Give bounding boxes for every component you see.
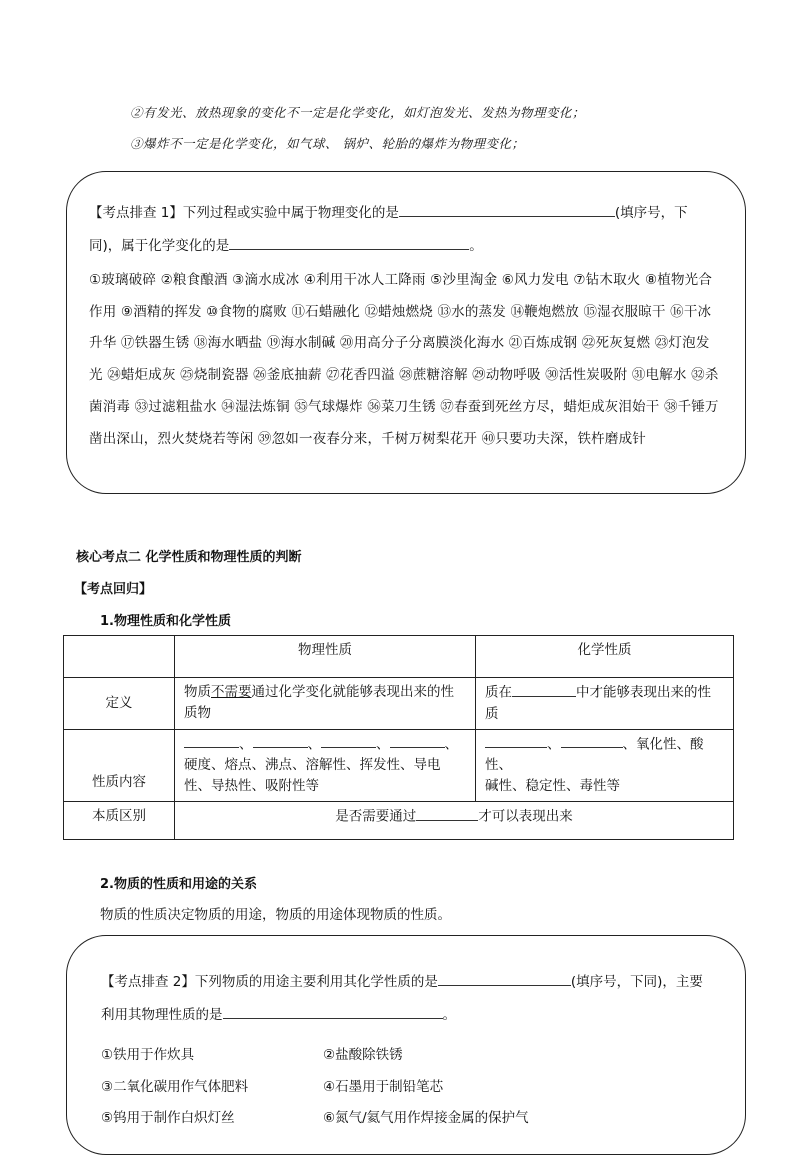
question-1-text: 【考点排查 1】下列过程或实验中属于物理变化的是 — [89, 205, 399, 221]
content-phys-text: 硬度、熔点、沸点、溶解性、挥发性、导电性、导热性、吸附性等 — [184, 757, 441, 794]
content-chem-a: 、氧化性、酸性、 — [485, 736, 704, 773]
row-label-content: 性质内容 — [64, 729, 175, 802]
option-6: ⑥氮气/氦气用作焊接金属的保护气 — [323, 1110, 529, 1127]
question-1-line2 — [89, 230, 723, 263]
sep: 、 — [376, 736, 390, 752]
content-blank-1[interactable] — [184, 734, 239, 749]
content-chem-b: 碱性、稳定性、毒性等 — [485, 778, 620, 794]
difference-blank[interactable] — [416, 806, 478, 821]
option-row — [101, 1103, 723, 1135]
heading-properties: 1.物理性质和化学性质 — [100, 614, 231, 629]
option-row — [101, 1040, 723, 1072]
section-title: 核心考点二 化学性质和物理性质的判断 — [76, 550, 302, 565]
def-chem-b: 中才能够表现出来的性质 — [485, 684, 711, 722]
heading-usage: 2.物质的性质和用途的关系 — [100, 877, 257, 892]
question-2 — [101, 966, 723, 999]
question-2-text2: 利用其物理性质的是 — [101, 1007, 223, 1023]
definition-physical — [175, 678, 476, 730]
question-2-end: 。 — [442, 1007, 456, 1023]
header-chemical: 化学性质 — [476, 636, 734, 678]
question-2-line2 — [101, 999, 723, 1032]
option-5: ⑤钨用于制作白炽灯丝 — [101, 1110, 235, 1127]
content-blank-6[interactable] — [561, 734, 623, 749]
exercise-box-1 — [66, 171, 746, 494]
answer-blank-physical[interactable] — [399, 203, 615, 218]
answer-blank-chem-use[interactable] — [438, 972, 571, 987]
note-line-3: ③爆炸不一定是化学变化，如气球、 锅炉、轮胎的爆炸为物理变化； — [130, 136, 525, 151]
content-blank-4[interactable] — [390, 734, 445, 749]
question-1 — [89, 197, 723, 230]
usage-paragraph: 物质的性质决定物质的用途，物质的用途体现物质的性质。 — [100, 907, 451, 923]
sep: 、 — [444, 736, 458, 752]
content-blank-3[interactable] — [321, 734, 376, 749]
question-2-hint: (填序号，下同)，主要 — [570, 974, 703, 990]
def-chem-a: 质在 — [485, 684, 512, 701]
option-row — [101, 1072, 723, 1104]
exercise-box-2 — [66, 935, 746, 1155]
row-label-definition: 定义 — [64, 678, 175, 730]
option-list: ①玻璃破碎 ②粮食酿酒 ③滴水成冰 ④利用干冰人工降雨 ⑤沙里淘金 ⑥风力发电 ⑦钻木取火 ⑧植物光合作用 ⑨酒精的挥发 ⑩食物的腐败 ⑪石蜡融化 ⑫蜡烛燃烧 ⑬水的蒸发 ⑭鞭炮燃放 ⑮湿衣服晾干 ⑯干冰升华 ⑰铁器生锈 ⑱海水晒盐 ⑲海水制碱 ⑳用高分子分离膜淡化海水 ㉑百炼成钢 ㉒死灰复燃 ㉓灯泡发光 ㉔蜡炬成灰 ㉕烧制瓷器 ㉖釜底抽薪 ㉗花香四溢 ㉘蔗糖溶解 ㉙动物呼吸 ㉚活性炭吸附 ㉛电解水 ㉜杀菌消毒 ㉝过滤粗盐水 ㉞湿法炼铜 ㉟气球爆炸 ㊱菜刀生锈 ㊲春蚕到死丝方尽，蜡炬成灰泪始干 ㊳千锤万凿出深山，烈火焚烧若等闲 ㊴忽如一夜春分来，千树万树梨花开 ㊵只要功夫深，铁杵磨成针 — [89, 272, 719, 447]
definition-chemical — [476, 678, 734, 730]
option-grid — [101, 1040, 723, 1135]
difference-cell — [175, 802, 734, 840]
sep: 、 — [547, 736, 561, 752]
definition-blank[interactable] — [512, 682, 576, 697]
question-1-end: 。 — [469, 238, 483, 254]
answer-blank-phys-use[interactable] — [223, 1005, 443, 1020]
note-line-2: ②有发光、放热现象的变化不一定是化学变化，如灯泡发光、发热为物理变化； — [130, 105, 586, 120]
option-3: ③二氧化碳用作气体肥料 — [101, 1078, 249, 1095]
content-physical — [175, 729, 476, 802]
option-1: ①铁用于作炊具 — [101, 1047, 195, 1063]
diff-a: 是否需要通过 — [335, 808, 417, 825]
question-1-hint: (填序号，下 — [614, 205, 688, 221]
question-1-text2: 同)，属于化学变化的是 — [89, 238, 230, 254]
properties-table — [63, 635, 734, 840]
def-phys-b: 通过化学变化就能够表现出来的性质物 — [184, 684, 454, 721]
answer-blank-chemical[interactable] — [229, 236, 469, 251]
content-blank-5[interactable] — [485, 734, 547, 749]
sep: 、 — [239, 736, 253, 752]
table-corner — [64, 636, 175, 678]
option-4: ④石墨用于制铅笔芯 — [323, 1078, 444, 1095]
def-phys-a: 物质 — [184, 684, 211, 700]
sep: 、 — [307, 736, 321, 752]
option-2: ②盐酸除铁锈 — [323, 1047, 403, 1063]
def-phys-underlined: 不需要 — [211, 684, 252, 700]
row-label-difference: 本质区别 — [64, 802, 175, 840]
header-physical: 物理性质 — [175, 636, 476, 678]
content-blank-2[interactable] — [253, 734, 308, 749]
section-subtitle: 【考点回归】 — [74, 582, 153, 597]
content-chemical — [476, 729, 734, 802]
diff-b: 才可以表现出来 — [478, 808, 573, 825]
question-2-text: 【考点排查 2】下列物质的用途主要利用其化学性质的是 — [101, 974, 438, 990]
